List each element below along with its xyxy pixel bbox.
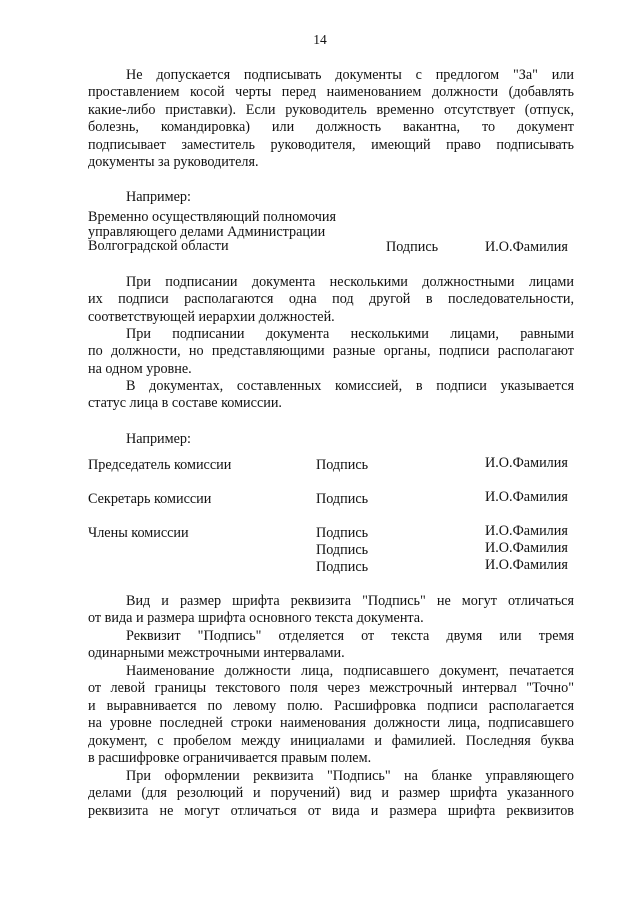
text-line: Вид и размер шрифта реквизита "Подпись" не могут отличаться (126, 593, 574, 609)
paragraph-font (88, 593, 574, 628)
position-line: Временно осуществляющий полномочия (88, 209, 337, 225)
commission-role: Председатель комиссии (88, 457, 232, 473)
paragraph-equal-positions (88, 326, 574, 378)
text-line: Реквизит "Подпись" отделяется от текста двумя или тремя (126, 628, 574, 644)
text-line: от левой границы текстового поля через межстрочный интервал "Точно" (88, 680, 574, 697)
text-line: статус лица в составе комиссии. (88, 395, 282, 412)
text-line: В документах, составленных комиссией, в подписи указывается (126, 378, 574, 394)
text-line: на уровне последней строки наименования должности лица, подписавшего (88, 715, 574, 732)
paragraph-spacing (88, 628, 574, 663)
text-line: Не допускается подписывать документы с предлогом "За" или (126, 67, 574, 83)
text-line: на одном уровне. (88, 360, 192, 377)
text-line: При подписании документа несколькими лицами, равными (126, 326, 574, 342)
commission-signature: Подпись (316, 457, 369, 473)
text-line: болезнь, командировка) или должность вакантна, то документ (88, 119, 574, 136)
commission-signature: Подпись (316, 491, 369, 507)
commission-name: И.О.Фамилия (485, 540, 568, 556)
commission-name: И.О.Фамилия (485, 557, 568, 573)
text-line: подписывает заместитель руководителя, имеющий право подписывать (88, 136, 574, 153)
commission-name: И.О.Фамилия (485, 455, 568, 471)
position-line: управляющего делами Администрации (88, 223, 326, 240)
commission-role: Секретарь комиссии (88, 491, 212, 507)
paragraph-form-signature (88, 768, 574, 820)
text-line: Наименование должности лица, подписавшего документ, печатается (126, 663, 574, 679)
text-line: одинарными межстрочными интервалами. (88, 645, 345, 662)
text-line: документ, с пробелом между инициалами и фамилией. Последняя буква (88, 732, 574, 749)
text-line: реквизита не могут отличаться от вида и размера шрифта реквизитов (88, 802, 574, 819)
paragraph-position-alignment (88, 663, 574, 767)
text-line: соответствующей иерархии должностей. (88, 308, 335, 325)
text-line: документы за руководителя. (88, 154, 259, 171)
page-number: 14 (313, 32, 327, 47)
paragraph-signing-rules (88, 67, 574, 171)
example-label: Например: (126, 431, 191, 447)
example-name: И.О.Фамилия (485, 239, 568, 255)
position-line: Волгоградской области (88, 238, 229, 255)
commission-role: Члены комиссии (88, 525, 189, 541)
paragraph-commission (88, 378, 574, 413)
commission-name: И.О.Фамилия (485, 523, 568, 539)
text-line: проставлением косой черты перед наименованием должности (добавлять (88, 84, 574, 101)
example-position-block (88, 210, 336, 254)
text-line: и выравнивается по левому полю. Расшифровка подписи располагается (88, 697, 574, 714)
commission-signature: Подпись (316, 542, 369, 558)
text-line: При оформлении реквизита "Подпись" на бланке управляющего (126, 768, 574, 784)
commission-signature: Подпись (316, 525, 369, 541)
paragraph-hierarchy (88, 274, 574, 326)
text-line: от вида и размера шрифта основного текста документа. (88, 610, 424, 627)
commission-name: И.О.Фамилия (485, 489, 568, 505)
text-line: их подписи располагаются одна под другой в последовательности, (88, 291, 574, 308)
text-line: в расшифровке ограничивается правым полем. (88, 750, 372, 767)
text-line: делами (для резолюций и поручений) вид и размер шрифта указанного (88, 785, 574, 802)
example-signature: Подпись (386, 239, 439, 255)
text-line: При подписании документа несколькими должностными лицами (126, 274, 574, 290)
commission-signature: Подпись (316, 559, 369, 575)
example-label: Например: (126, 189, 191, 205)
text-line: какие-либо приставки). Если руководитель временно отсутствует (отпуск, (88, 101, 574, 118)
text-line: по должности, но представляющими разные органы, подписи располагают (88, 343, 574, 360)
